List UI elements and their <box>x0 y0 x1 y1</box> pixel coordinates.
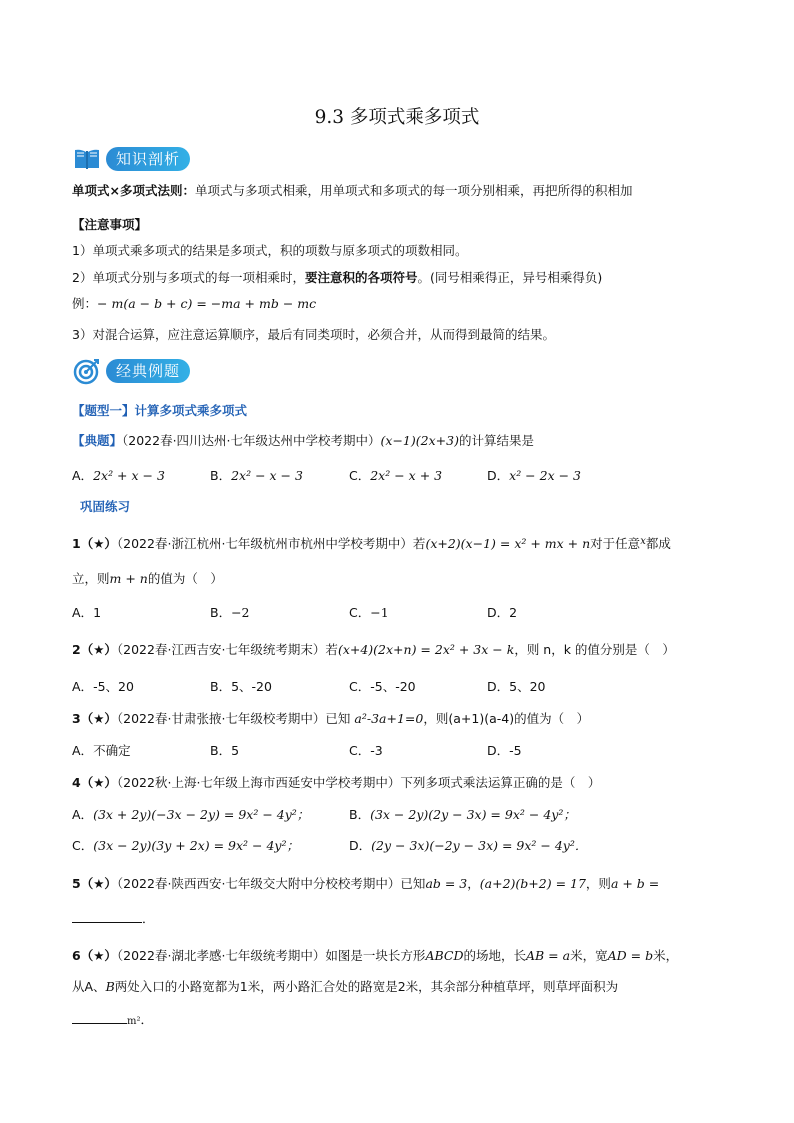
question-6: 6（★）（2022春·湖北孝感·七年级统考期中）如图是一块长方形ABCD的场地，长AB = a米，宽AD = b米， <box>72 948 679 963</box>
question-6-line2: 从A、B两处入口的小路宽都为1米，两小路汇合处的路宽是2米，其余部分种植草坪，则草坪面积为 <box>72 979 619 994</box>
question-5-answer-line: ． <box>72 909 155 927</box>
question-3-options <box>72 741 752 757</box>
option-b[interactable]: B．5、-20 <box>210 679 272 694</box>
question-6-answer-line: m²． <box>72 1010 153 1028</box>
page-title: 9.3 多项式乘多项式 <box>314 107 480 128</box>
question-4-options <box>72 805 752 855</box>
question-2-options <box>72 677 752 693</box>
question-2: 2（★）（2022春·江西吉安·七年级统考期末）若(x+4)(2x+n) = 2x² + 3x − k，则 n，k 的值分别是（ ） <box>72 642 675 657</box>
book-icon <box>72 144 102 174</box>
rule-line: 单项式×多项式法则：单项式与多项式相乘，用单项式和多项式的每一项分别相乘，再把所得的积相加 <box>72 183 633 198</box>
answer-blank[interactable] <box>72 1011 127 1024</box>
option-c[interactable]: C．(3x − 2y)(3y + 2x) = 9x² − 4y²； <box>72 838 299 853</box>
section-banner-knowledge <box>72 144 190 174</box>
option-d[interactable]: D．5、20 <box>487 679 546 694</box>
question-4: 4（★）（2022秋·上海·七年级上海市西延安中学校考期中）下列多项式乘法运算正确的是（ ） <box>72 775 601 790</box>
option-b[interactable]: B．−2 <box>210 605 250 620</box>
target-icon <box>72 356 102 386</box>
option-c[interactable]: C．−1 <box>349 605 389 620</box>
note-2: 2）单项式分别与多项式的每一项相乘时，要注意积的各项符号。(同号相乘得正，异号相乘得负) <box>72 270 603 285</box>
question-3: 3（★）（2022春·甘肃张掖·七年级校考期中）已知 a²-3a+1=0，则(a+1)(a-4)的值为（ ） <box>72 711 590 726</box>
question-1: 1（★）（2022春·浙江杭州·七年级杭州市杭州中学校考期中）若(x+2)(x−1) = x² + mx + n对于任意$^x$都成 <box>72 536 671 551</box>
option-d[interactable]: D．x² − 2x − 3 <box>487 468 581 483</box>
option-a[interactable]: A．(3x + 2y)(−3x − 2y) = 9x² − 4y²； <box>72 807 310 822</box>
option-a[interactable]: A．1 <box>72 605 102 620</box>
note-3: 3）对混合运算，应注意运算顺序，最后有同类项时，必须合并，从而得到最简的结果。 <box>72 327 555 342</box>
option-c[interactable]: C．2x² − x + 3 <box>349 468 443 483</box>
option-d[interactable]: D．2 <box>487 605 518 620</box>
option-d[interactable]: D．-5 <box>487 743 522 758</box>
option-a[interactable]: A．不确定 <box>72 743 131 758</box>
option-c[interactable]: C．-5、-20 <box>349 679 416 694</box>
option-d[interactable]: D．(2y − 3x)(−2y − 3x) = 9x² − 4y²． <box>349 838 588 853</box>
option-c[interactable]: C．-3 <box>349 743 383 758</box>
question-1-options <box>72 603 752 619</box>
answer-blank[interactable] <box>72 910 142 923</box>
option-b[interactable]: B．5 <box>210 743 240 758</box>
type-heading: 【题型一】计算多项式乘多项式 <box>72 403 248 418</box>
section-label: 知识剖析 <box>106 147 190 171</box>
notes-title: 【注意事项】 <box>72 217 148 232</box>
practice-title: 巩固练习 <box>80 499 131 514</box>
option-a[interactable]: A．2x² + x − 3 <box>72 468 165 483</box>
option-a[interactable]: A．-5、20 <box>72 679 134 694</box>
question-1-line2: 立，则m + n的值为（ ） <box>72 571 223 586</box>
example-line: 例：− m(a − b + c) = −ma + mb − mc <box>72 296 317 311</box>
option-b[interactable]: B．(3x − 2y)(2y − 3x) = 9x² − 4y²； <box>349 807 576 822</box>
section-banner-examples <box>72 356 190 386</box>
example-formula: − m(a − b + c) = −ma + mb − mc <box>97 296 317 311</box>
question-5: 5（★）（2022春·陕西西安·七年级交大附中分校校考期中）已知ab = 3，(a+2)(b+2) = 17，则a + b = <box>72 876 660 891</box>
typical-options <box>72 466 752 482</box>
option-b[interactable]: B．2x² − x − 3 <box>210 468 303 483</box>
section-label: 经典例题 <box>106 359 190 383</box>
note-1: 1）单项式乘多项式的结果是多项式，积的项数与原多项式的项数相同。 <box>72 243 468 258</box>
typical-question: 【典题】（2022春·四川达州·七年级达州中学校考期中）(x−1)(2x+3)的计算结果是 <box>72 433 534 448</box>
